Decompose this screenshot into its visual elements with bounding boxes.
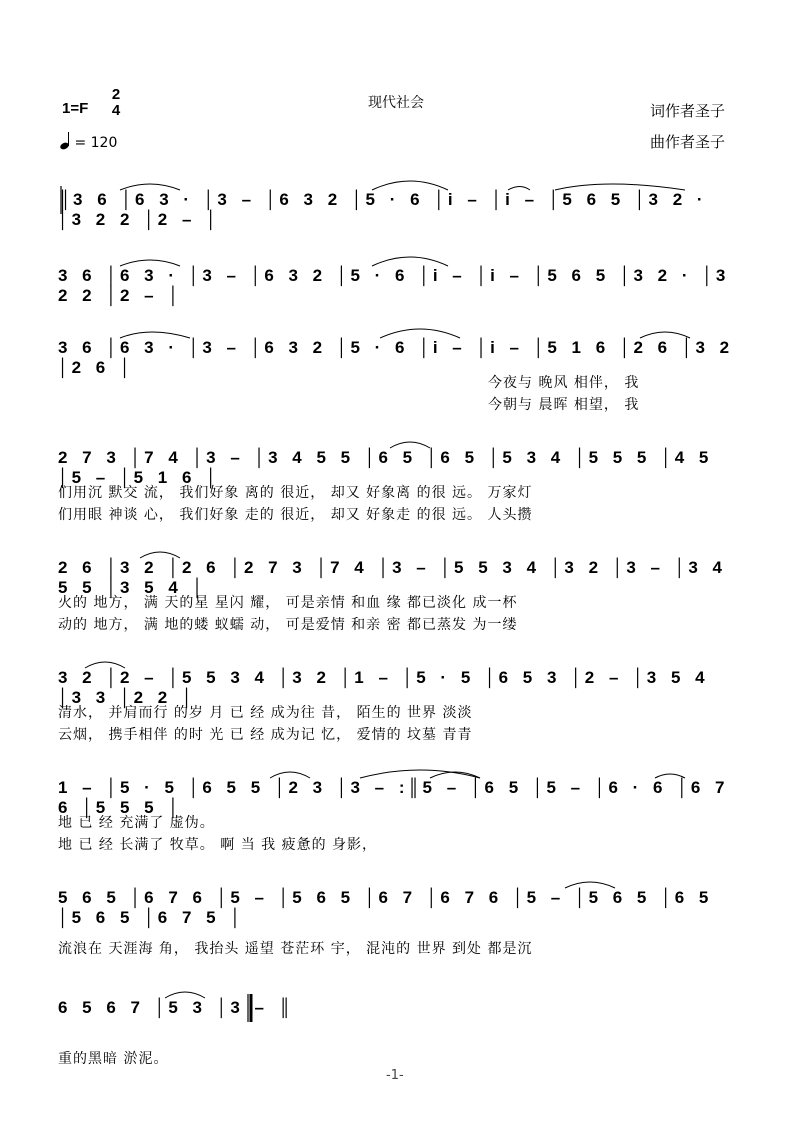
slur-arc: [508, 187, 530, 191]
song-title: 现代社会: [368, 95, 424, 111]
time-signature-bottom: 4: [111, 102, 121, 119]
slur-arc: [640, 332, 690, 338]
slur-arc: [565, 882, 615, 888]
lyric-line-1: 流浪在 天涯海 角， 我抬头 遥望 苍茫环 宇， 混沌的 世界 到处 都是沉: [58, 941, 533, 957]
lyric-line-2: 地 已 经 长满了 牧草。 啊 当 我 疲惫的 身影，: [58, 837, 378, 853]
page-number: -1-: [386, 1068, 404, 1083]
lyric-line-2: 动的 地方， 满 地的蝼 蚁蠕 动， 可是爱情 和亲 密 都已蒸发 为一缕: [58, 617, 518, 633]
lyric-line-1: 地 已 经 充满了 虚伪。: [58, 815, 215, 831]
tempo-value: = 120: [74, 135, 118, 151]
slur-arc: [120, 260, 180, 266]
lyric-line-1: 今夜与 晚风 相伴， 我: [488, 375, 640, 391]
slur-arc: [120, 184, 180, 190]
notation-line: 1 – │5 · 5 │6 5 5 │2 3 │3 – :║5 – │6 5 │5 – │6 · 6 │6 7 6 │5 5 5 │: [58, 778, 728, 817]
slur-arc: [270, 772, 310, 778]
notation-line: 3 6 │6 3 · │3 – │6 3 2 │5 · 6 │i – │i – │5 1 6 │2 6 │3 2 │2 6 │: [58, 338, 733, 377]
notation-line: 2 6 │3 2 │2 6 │2 7 3 │7 4 │3 – │5 5 3 4 │3 2 │3 – │3 4 5 5 │3 5 4 │: [58, 558, 725, 597]
notation-line: ║3 6 │6 3 · │3 – │6 3 2 │5 · 6 │i – │i – │5 6 5 │3 2 · │3 2 2 │2 – │: [58, 190, 706, 229]
notation-line: 3 6 │6 3 · │3 – │6 3 2 │5 · 6 │i – │i – │5 6 5 │3 2 · │3 2 2 │2 – │: [58, 266, 729, 305]
slur-arc: [390, 442, 430, 448]
slur-arc: [165, 992, 205, 998]
lyric-line-1: 重的黑暗 淤泥。: [58, 1051, 169, 1067]
slur-arc: [372, 257, 448, 266]
notation-line: 5 6 5 │6 7 6 │5 – │5 6 5 │6 7 │6 7 6 │5 – │5 6 5 │6 5 │5 6 5 │6 7 5 │: [58, 888, 712, 927]
slur-arc: [120, 332, 190, 338]
lyric-line-2: 们用眼 神谈 心， 我们好象 走的 很近， 却又 好象走 的很 远。 人头攒: [58, 507, 533, 523]
lyricist: 词作者圣子: [650, 102, 726, 120]
notation-line: 2 7 3 │7 4 │3 – │3 4 5 5 │6 5 │6 5 │5 3 4 │5 5 5 │4 5 │5 – │5 1 6 │: [58, 448, 712, 487]
slur-arc: [140, 552, 180, 558]
slur-arc: [85, 662, 125, 668]
composer: 曲作者圣子: [650, 133, 726, 151]
slur-arc: [380, 329, 460, 338]
time-signature-top: 2: [111, 86, 121, 103]
lyric-line-1: 们用沉 默交 流， 我们好象 离的 很近， 却又 好象离 的很 远。 万家灯: [58, 485, 533, 501]
slur-arc: [655, 774, 685, 778]
lyric-line-1: 清水， 并肩而行 的岁 月 已 经 成为往 昔， 陌生的 世界 淡淡: [58, 705, 473, 721]
slur-arc: [372, 181, 448, 190]
lyric-line-1: 火的 地方， 满 天的星 星闪 耀， 可是亲情 和血 缘 都已淡化 成一杯: [58, 595, 518, 611]
slur-arc: [555, 184, 685, 190]
slur-arc: [360, 770, 480, 778]
lyric-line-2: 今朝与 晨晖 相望， 我: [488, 397, 640, 413]
key-signature: 1=F: [62, 100, 89, 117]
notation-line: 6 5 6 7 │5 3 │3 – ║: [58, 998, 294, 1017]
notation-line: 3 2 │2 – │5 5 3 4 │3 2 │1 – │5 · 5 │6 5 3 │2 – │3 5 4 │3 3 │2 2 │: [58, 668, 708, 707]
lyric-line-2: 云烟， 携手相伴 的时 光 已 经 成为记 忆， 爱情的 坟墓 青青: [58, 727, 473, 743]
